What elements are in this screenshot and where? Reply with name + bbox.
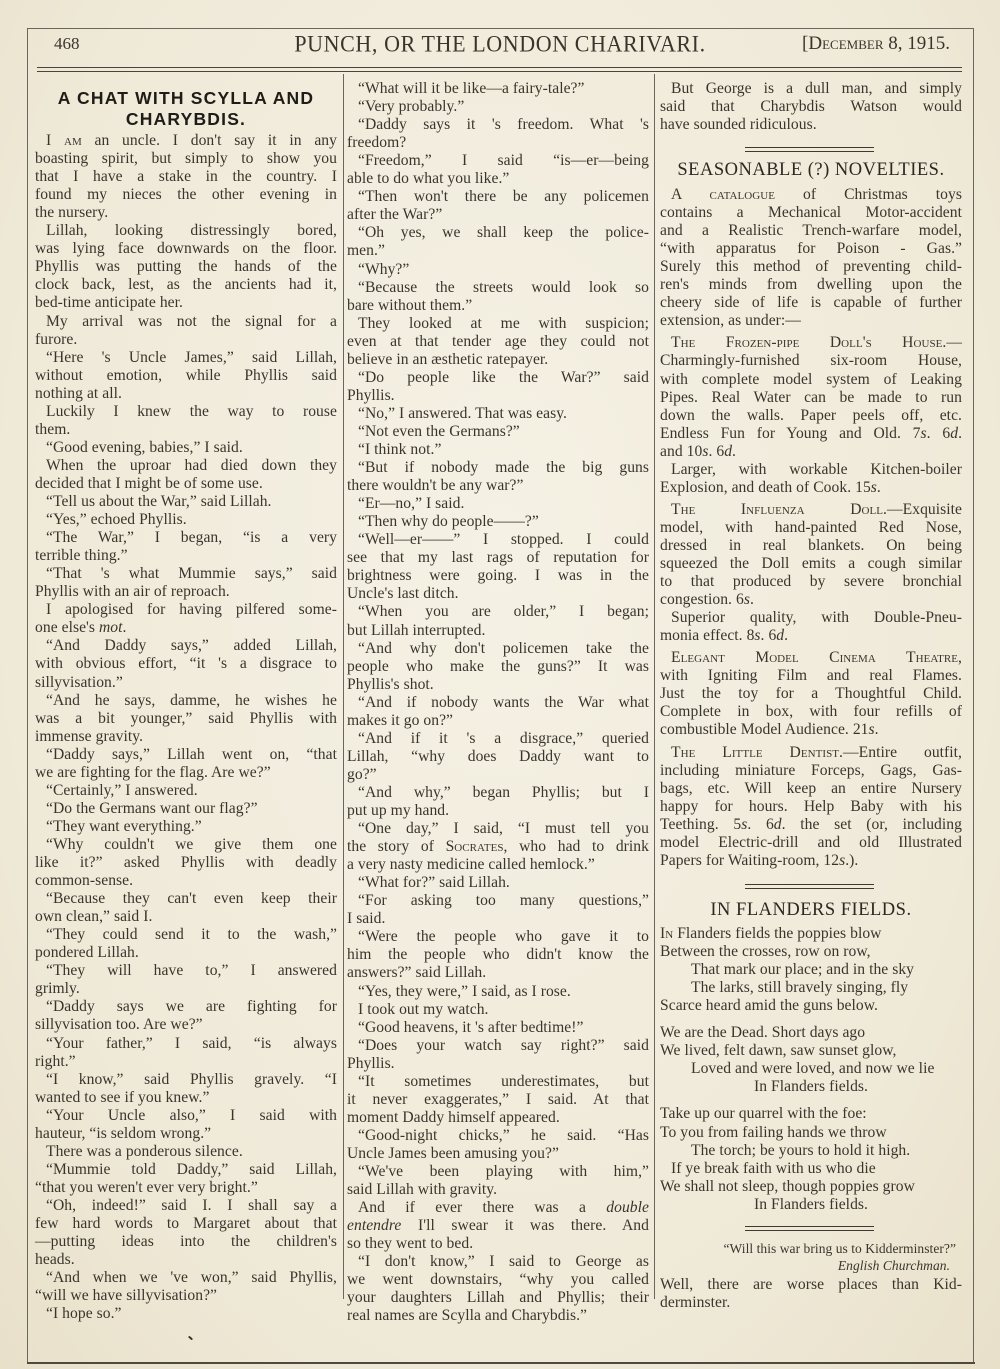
text-line: with complete model system of Leaking: [660, 370, 962, 388]
text-line: “Oh, indeed!” said I. I shall say a: [46, 1196, 337, 1214]
text-line: clock back, lest, as the ancients had it,: [35, 276, 337, 294]
header-rule-bottom: [37, 71, 962, 72]
text-line: after the War?”: [347, 206, 443, 224]
text-line: “Daddy says we are fighting for: [46, 998, 337, 1016]
text-line: Charmingly-furnished six-room House,: [660, 352, 962, 370]
text-line: people who make the guns?” It was: [347, 657, 649, 675]
text-line: “No,” I answered. That was easy.: [358, 404, 568, 422]
text-line: Elegant Model Cinema Theatre,: [671, 649, 962, 667]
text-line: Uncle's last ditch.: [347, 585, 459, 603]
text-line: including miniature Forceps, Gags, Gas-: [660, 761, 962, 779]
text-line: moment Daddy himself appeared.: [347, 1108, 560, 1126]
text-line: but Lillah interrupted.: [347, 621, 486, 639]
section-separator-3: [745, 1226, 874, 1231]
quote-source: English Churchman.: [837, 1258, 950, 1273]
text-line: “That 's what Mummie says,” said: [46, 565, 337, 583]
text-line: “Good heavens, it 's after bedtime!”: [358, 1018, 584, 1036]
text-line: I took out my watch.: [358, 1000, 489, 1018]
text-line: there wouldn't be any war?”: [347, 477, 524, 495]
text-line: furore.: [35, 330, 78, 348]
text-line: brightness were going. I was in the: [347, 567, 649, 585]
text-line: “Oh yes, we shall keep the police-: [358, 224, 649, 242]
newspaper-quote: “Will this war bring us to Kidderminster?”: [723, 1241, 956, 1256]
text-line: we are fighting for the flag. Are we?”: [35, 763, 271, 781]
text-line: “We've been playing with him,”: [358, 1163, 649, 1180]
text-line: “I hope so.”: [46, 1305, 122, 1323]
text-line: If ye break faith with us who die: [671, 1159, 876, 1177]
text-line: and a Realistic Trench-warfare model,: [660, 222, 962, 240]
text-line: entendre I'll swear it was there. And: [347, 1217, 649, 1235]
text-line: Lillah, looking distressingly bored,: [46, 222, 337, 240]
text-line: “Daddy says it 's freedom. What 's: [358, 116, 649, 134]
text-line: Pipes. Real Water can be made to run: [660, 388, 962, 406]
text-line: “They will have to,” I answered: [46, 962, 337, 980]
text-line: We are the Dead. Short days ago: [660, 1024, 866, 1042]
column-divider-1: [343, 74, 344, 1299]
text-line: The larks, still bravely singing, fly: [691, 979, 909, 997]
text-line: sillyvisation too. Are we?”: [35, 1016, 203, 1034]
text-line: sillyvisation.”: [35, 673, 123, 691]
text-line: bare without them.”: [347, 296, 473, 314]
text-line: “When you are older,” I began;: [358, 603, 649, 621]
text-line: “And why,” began Phyllis; but I: [358, 783, 649, 801]
text-line: heads.: [35, 1251, 75, 1269]
text-line: “will we have sillyvisation?”: [35, 1287, 218, 1305]
text-line: “And if nobody wants the War what: [358, 693, 649, 711]
text-line: “Certainly,” I answered.: [46, 781, 198, 799]
text-line: Phyllis with an air of reproach.: [35, 583, 230, 601]
text-line: Teething. 5s. 6d. the set (or, including: [660, 815, 962, 833]
text-line: ren's minds from dwelling upon the: [660, 276, 962, 294]
page-frame-bottom-rule: [27, 1362, 975, 1364]
text-line: go?”: [347, 765, 377, 783]
text-line: “Yes, they were,” I said, as I rose.: [358, 982, 571, 1000]
text-line: Well, there are worse places than Kid-: [660, 1276, 962, 1293]
text-line: The torch; be yours to hold it high.: [691, 1141, 911, 1159]
text-line: said Lillah with gravity.: [347, 1181, 498, 1199]
text-line: I said.: [347, 910, 386, 928]
text-line: without emotion, while Phyllis said: [35, 366, 337, 384]
text-line: see that my last rags of reputation for: [347, 549, 649, 567]
text-line: and 10s. 6d.: [660, 442, 736, 460]
text-line: “One day,” I said, “I must tell you: [358, 820, 649, 838]
text-line: the story of Socrates, who had to drink: [347, 838, 649, 856]
text-line: answers?” said Lillah.: [347, 964, 487, 982]
novelties-title: SEASONABLE (?) NOVELTIES.: [677, 160, 945, 180]
text-line: “Because the streets would look so: [358, 278, 649, 296]
text-line: “They want everything.”: [46, 817, 202, 835]
text-line: with Igniting Film and real Flames.: [660, 667, 962, 685]
text-line: “They could send it to the wash,”: [46, 926, 337, 944]
poem-title: IN FLANDERS FIELDS.: [710, 900, 912, 920]
text-line: “I think not.”: [358, 441, 442, 458]
section-separator-1: [745, 147, 874, 152]
text-line: We lived, felt dawn, saw sunset glow,: [660, 1042, 897, 1060]
text-line: Endless Fun for Young and Old. 7s. 6d.: [660, 424, 963, 442]
text-line: “And he says, damme, he wishes he: [46, 691, 337, 709]
text-line: “Then won't there be any policemen: [358, 188, 649, 206]
text-line: extension, as under:—: [660, 312, 801, 330]
text-line: Surely this method of preventing child-: [660, 258, 962, 276]
text-line: grimly.: [35, 980, 80, 998]
text-line: Loved and were loved, and now we lie: [691, 1060, 935, 1078]
text-line: that I have a stake in the country. I: [35, 168, 337, 186]
text-line: monia effect. 8s. 6d.: [660, 627, 789, 645]
text-line: That mark our place; and in the sky: [691, 961, 915, 979]
text-line: “What will it be like—a fairy-tale?”: [358, 80, 585, 97]
text-line: The Little Dentist.—Entire outfit,: [671, 743, 962, 761]
text-line: real names are Scylla and Charybdis.”: [347, 1307, 587, 1325]
text-line: Explosion, and death of Cook. 15s.: [660, 478, 881, 496]
text-line: Just the toy for a Thoughtful Child.: [660, 685, 962, 703]
text-line: few hard words to Margaret about that: [35, 1215, 337, 1232]
text-line: bags, etc. Will keep an entire Nursery: [660, 779, 962, 797]
text-line: freedom?: [347, 134, 407, 152]
text-line: common-sense.: [35, 872, 134, 890]
text-line: But George is a dull man, and simply: [671, 80, 962, 97]
section-separator-2: [745, 884, 874, 889]
article-title-line2: CHARYBDIS.: [125, 109, 247, 129]
text-line: a very nasty medicine called hemlock.”: [347, 856, 595, 874]
text-line: “And why don't policemen take the: [358, 639, 649, 657]
text-line: And if ever there was a double: [358, 1199, 649, 1217]
text-line: I am an uncle. I don't say it in any: [46, 132, 337, 149]
text-line: “Good-night chicks,” he said. “Has: [358, 1126, 649, 1144]
text-line: “Mummie told Daddy,” said Lillah,: [46, 1160, 337, 1178]
text-line: Lillah, “why does Daddy want to: [347, 747, 649, 765]
text-line: In Flanders fields.: [754, 1195, 868, 1213]
text-line: “that you weren't ever very bright.”: [35, 1178, 258, 1196]
text-line: “And when we 've won,” said Phyllis,: [46, 1269, 337, 1287]
text-line: “Because they can't even keep their: [46, 890, 337, 908]
text-line: “Well—er——” I stopped. I could: [358, 531, 649, 549]
text-line: They looked at me with suspicion;: [358, 314, 649, 332]
text-line: derminster.: [660, 1294, 731, 1311]
text-line: A catalogue of Christmas toys: [671, 186, 962, 203]
text-line: immense gravity.: [35, 727, 144, 745]
text-line: “Freedom,” I said “is—er—being: [358, 152, 649, 170]
text-line: said that Charybdis Watson would: [660, 98, 962, 116]
text-line: “with apparatus for Poison - Gas.”: [660, 240, 962, 258]
page-number: 468: [54, 34, 80, 53]
text-line: My arrival was not the signal for a: [46, 312, 337, 330]
text-line: makes it go on?”: [347, 711, 454, 729]
text-line: In Flanders fields the poppies blow: [660, 925, 882, 942]
text-line: we went downstairs, “why you called: [347, 1271, 649, 1289]
text-line: Papers for Waiting-room, 12s.).: [660, 851, 859, 869]
text-line: believe in an æsthetic ratepayer.: [347, 350, 549, 368]
text-line: one else's mot.: [35, 619, 127, 637]
text-line: contains a Mechanical Motor-accident: [660, 204, 962, 222]
text-line: I apologised for having pilfered some-: [46, 601, 337, 619]
text-line: “Here 's Uncle James,” said Lillah,: [46, 348, 337, 366]
text-line: them.: [35, 420, 71, 438]
article-title-line1: A CHAT WITH SCYLLA AND: [57, 88, 315, 108]
text-line: men.”: [347, 242, 385, 260]
text-line: There was a ponderous silence.: [46, 1142, 243, 1160]
text-line: right.”: [35, 1052, 76, 1070]
text-line: “Very probably.”: [358, 98, 465, 116]
text-line: “But if nobody made the big guns: [358, 459, 649, 477]
text-line: like it?” asked Phyllis with deadly: [35, 854, 337, 871]
text-line: bed-time anticipate her.: [35, 294, 183, 312]
text-line: even at that tender age they could not: [347, 332, 649, 350]
column-divider-2: [654, 74, 655, 1299]
text-line: Phyllis's shot.: [347, 675, 434, 693]
header-rule-top: [37, 67, 962, 68]
text-line: —putting ideas into the children's: [35, 1233, 337, 1251]
text-line: so they went to bed.: [347, 1235, 474, 1253]
text-line: Larger, with workable Kitchen-boiler: [671, 460, 962, 478]
text-line: “What for?” said Lillah.: [358, 874, 510, 892]
text-line: “I don't know,” I said to George as: [358, 1253, 649, 1271]
text-line: To you from failing hands we throw: [660, 1123, 887, 1141]
text-line: put up my hand.: [347, 802, 450, 819]
text-line: Phyllis.: [347, 1054, 395, 1072]
text-line: pondered Lillah.: [35, 944, 139, 962]
text-line: “Were the people who gave it to: [358, 928, 649, 946]
text-line: it never exaggerates,” I said. At that: [347, 1090, 649, 1108]
text-line: The Frozen-pipe Doll's House.—: [671, 334, 962, 352]
text-line: have sounded ridiculous.: [660, 116, 817, 134]
text-line: “Tell us about the War,” said Lillah.: [46, 493, 272, 510]
text-line: with obvious effort, “it 's a disgrace to: [35, 655, 337, 673]
text-line: “Not even the Germans?”: [358, 422, 520, 440]
text-line: Superior quality, with Double-Pneu-: [671, 609, 962, 627]
text-line: Phyllis.: [347, 386, 395, 404]
text-line: cheery side of life is capable of further: [660, 294, 962, 312]
text-line: “Then why do people——?”: [358, 513, 539, 531]
text-line: model Electric-drill and old Illustrated: [660, 833, 962, 851]
text-line: model, with hand-painted Red Nose,: [660, 518, 962, 536]
text-line: dressed in real blankets. On being: [660, 536, 962, 554]
text-line: Take up our quarrel with the foe:: [660, 1105, 867, 1123]
text-line: “Your father,” I said, “is always: [46, 1034, 337, 1052]
text-line: The Influenza Doll.—Exquisite: [671, 500, 962, 518]
text-line: “I know,” said Phyllis gravely. “I: [46, 1070, 337, 1088]
text-line: wanted to see if you knew.”: [35, 1088, 210, 1106]
text-line: squeezed the Doll emits a cough similar: [660, 555, 962, 572]
text-line: able to do what you like.”: [347, 170, 510, 188]
text-line: happy for hours. Help Baby with his: [660, 797, 962, 815]
text-line: combustible Model Audience. 21s.: [660, 721, 879, 739]
text-line: “The War,” I began, “is a very: [46, 529, 337, 547]
text-line: “And Daddy says,” added Lillah,: [46, 637, 337, 655]
text-line: “For asking too many questions,”: [358, 892, 649, 910]
text-line: When the uproar had died down they: [46, 456, 337, 474]
text-line: Uncle James been amusing you?”: [347, 1144, 559, 1162]
text-line: Scarce heard amid the guns below.: [660, 997, 879, 1015]
text-line: own clean,” said I.: [35, 908, 153, 926]
text-line: “Your Uncle also,” I said with: [46, 1106, 337, 1124]
text-line: to that produced by severe bronchial: [660, 573, 962, 591]
text-line: “Good evening, babies,” I said.: [46, 438, 243, 456]
text-line: “Er—no,” I said.: [358, 495, 465, 513]
text-line: found my nieces the other evening in: [35, 186, 337, 204]
text-line: down the walls. Paper peels off, etc.: [660, 406, 962, 424]
text-line: We shall not sleep, though poppies grow: [660, 1177, 915, 1195]
text-line: Phyllis was putting the hands of the: [35, 258, 337, 276]
text-line: “Does your watch say right?” said: [358, 1036, 649, 1054]
text-line: hauteur, “is seldom wrong.”: [35, 1124, 212, 1142]
text-line: “It sometimes underestimates, but: [358, 1072, 649, 1090]
text-line: “Do the Germans want our flag?”: [46, 799, 258, 817]
text-line: “And if it 's a disgrace,” queried: [358, 729, 649, 747]
text-line: your daughters Lillah and Phyllis; their: [347, 1289, 649, 1307]
text-line: In Flanders fields.: [754, 1078, 868, 1096]
text-line: “Daddy says,” Lillah went on, “that: [46, 745, 337, 763]
issue-date: [December 8, 1915.: [802, 33, 950, 54]
text-line: him the people who didn't know the: [347, 946, 649, 964]
text-line: congestion. 6s.: [660, 591, 754, 609]
publication-title: PUNCH, OR THE LONDON CHARIVARI.: [294, 30, 706, 57]
text-line: the nursery.: [35, 204, 109, 222]
text-line: terrible thing.”: [35, 547, 128, 565]
text-line: boasting spirit, but simply to show you: [35, 150, 337, 168]
text-line: was lying face downwards on the floor.: [35, 240, 337, 258]
text-line: “Why couldn't we give them one: [46, 835, 337, 853]
text-line: Between the crosses, row on row,: [660, 943, 871, 961]
text-line: nothing at all.: [35, 384, 122, 402]
text-line: was a bit younger,” said Phyllis with: [35, 709, 337, 727]
text-line: Luckily I knew the way to rouse: [46, 402, 337, 420]
text-line: “Do people like the War?” said: [358, 368, 649, 386]
text-line: Complete in box, with four refills of: [660, 703, 962, 721]
text-line: decided that I might be of some use.: [35, 474, 263, 492]
text-line: “Why?”: [358, 260, 410, 278]
text-line: “Yes,” echoed Phyllis.: [46, 511, 187, 529]
